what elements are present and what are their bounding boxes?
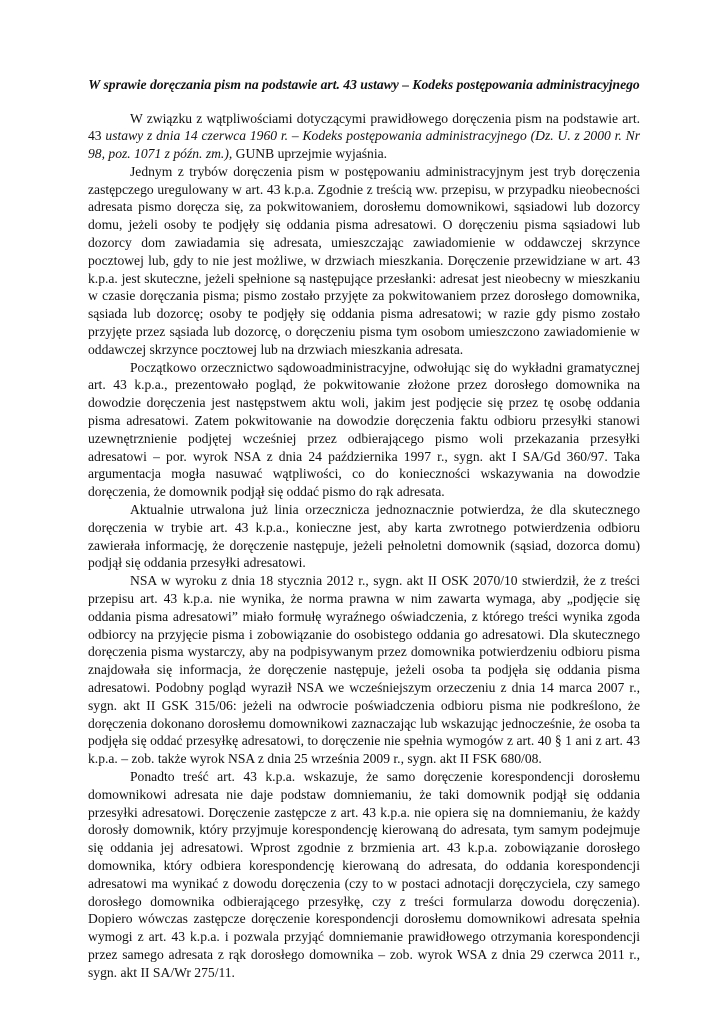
paragraph-3: Aktualnie utrwalona już linia orzecznicza jednoznacznie potwierdza, że dla skutecznego doręczenia w trybie art. 43 k.p.a., konieczne jest, aby karta zwrotnego potwierdzenia odbioru zawierała informację, że doręczenie następuje, jeżeli pełnoletni domownik (sąsiad, dozorca domu) podjął się oddania przesyłki adresatowi. (88, 502, 640, 571)
intro-text-start: W związku z wątpliwościami dotyczącymi prawidłowego doręczenia pism na podstawie art. 43 (88, 110, 640, 144)
document-page (88, 76, 640, 982)
intro-citation: ustawy z dnia 14 czerwca 1960 r. – Kodeks postępowania administracyjnego (Dz. U. z 2000 r. Nr 98, poz. 1071 z późn. zm.), (88, 128, 640, 162)
document-title: W sprawie doręczania pism na podstawie art. 43 ustawy – Kodeks postępowania administracyjnego (88, 77, 640, 92)
paragraph-2: Początkowo orzecznictwo sądowoadministracyjne, odwołując się do wykładni gramatycznej art. 43 k.p.a., prezentowało pogląd, że pokwitowanie złożone przez dorosłego domownika na dowodzie doręczenia jest następstwem aktu woli, jakim jest podjęcie się przez tę osobę oddania pisma adresatowi. Zatem pokwitowanie na dowodzie doręczenia faktu odbioru przesyłki stanowi uzewnętrznienie podjętej wcześniej przez odbierającego pismo woli przekazania przesyłki adresatowi – por. wyrok NSA z dnia 24 października 1997 r., sygn. akt I SA/Gd 360/97. Taka argumentacja mogła nasuwać wątpliwości, co do konieczności wskazywania na dowodzie doręczenia, że domownik podjął się oddać pismo do rąk adresata. (88, 359, 640, 500)
paragraph-4: NSA w wyroku z dnia 18 stycznia 2012 r., sygn. akt II OSK 2070/10 stwierdził, że z treści przepisu art. 43 k.p.a. nie wynika, że norma prawna w nim zawarta wymaga, aby „podjęcie się oddania pisma adresatowi” miało formułę wyraźnego oświadczenia, z którego treści wynika zgoda odbiorcy na przyjęcie pisma i zobowiązanie do osobistego oddania go adresatowi. Dla skutecznego doręczenia pisma wystarczy, aby na podpisywanym przez domownika potwierdzeniu odbioru pisma znajdowała się informacja, że doręczenie następuje, jeżeli osoba ta podjęła się oddania pisma adresatowi. Podobny pogląd wyraził NSA we wcześniejszym orzeczeniu z dnia 14 marca 2007 r., sygn. akt II GSK 315/06: jeżeli na odwrocie poświadczenia odbioru pisma nie podkreślono, że doręczenia dokonano dorosłemu domownikowi zaznaczając lub wskazując jednocześnie, że osoba ta podjęła się oddać przesyłkę adresatowi, to doręczenie nie spełnia wymogów z art. 40 § 1 ani z art. 43 k.p.a. – zob. także wyrok NSA z dnia 25 września 2009 r., sygn. akt II FSK 680/08. (88, 573, 640, 767)
paragraph-5: Ponadto treść art. 43 k.p.a. wskazuje, że samo doręczenie korespondencji dorosłemu domownikowi adresata nie daje podstaw domniemaniu, że taki domownik podjął się oddania przesyłki adresatowi. Doręczenie zastępcze z art. 43 k.p.a. nie opiera się na domniemaniu, że każdy dorosły domownik, który przyjmuje korespondencję kierowaną do adresata, tym samym podejmuje się oddania jej adresatowi. Wprost zgodnie z brzmienia art. 43 k.p.a. zobowiązanie dorosłego domownika, który odbiera korespondencję kierowaną do adresata, do oddania korespondencji adresatowi ma wynikać z dowodu doręczenia (czy to w postaci adnotacji doręczyciela, czy samego dorosłego domownika odbierającego przesyłkę, czy z treści formularza dowodu doręczenia). Dopiero wówczas zastępcze doręczenie korespondencji dorosłemu domownikowi adresata spełnia wymogi z art. 43 k.p.a. i pozwala przyjąć domniemanie prawidłowego otrzymania korespondencji przez samego adresata z rąk dorosłego domownika – zob. wyrok WSA z dnia 29 czerwca 2011 r., sygn. akt II SA/Wr 275/11. (88, 768, 640, 980)
paragraph-intro (88, 110, 640, 163)
intro-text-end: GUNB uprzejmie wyjaśnia. (232, 146, 388, 162)
paragraph-1: Jednym z trybów doręczenia pism w postępowaniu administracyjnym jest tryb doręczenia zastępczego uregulowany w art. 43 k.p.a. Zgodnie z treścią ww. przepisu, w przypadku nieobecności adresata pismo doręcza się, za pokwitowaniem, dorosłemu domownikowi, sąsiadowi lub dozorcy domu, jeżeli osoby te podjęły się oddania pisma adresatowi. O doręczeniu pisma sąsiadowi lub dozorcy dom zawiadamia się adresata, umieszczając zawiadomienie w oddawczej skrzynce pocztowej lub, gdy to nie jest możliwe, w drzwiach mieszkania. Doręczenie przewidziane w art. 43 k.p.a. jest skuteczne, jeżeli spełnione są następujące przesłanki: adresat jest nieobecny w mieszkaniu w czasie doręczania pisma; pismo zostało przyjęte za pokwitowaniem przez dorosłego domownika, sąsiada lub dozorcę; osoby te podjęły się oddania pisma adresatowi; w razie gdy pismo zostało przyjęte przez sąsiada lub dozorcę, o doręczeniu pisma tym osobom umieszczono zawiadomienie w oddawczej skrzynce pocztowej lub na drzwiach mieszkania adresata. (88, 163, 640, 357)
